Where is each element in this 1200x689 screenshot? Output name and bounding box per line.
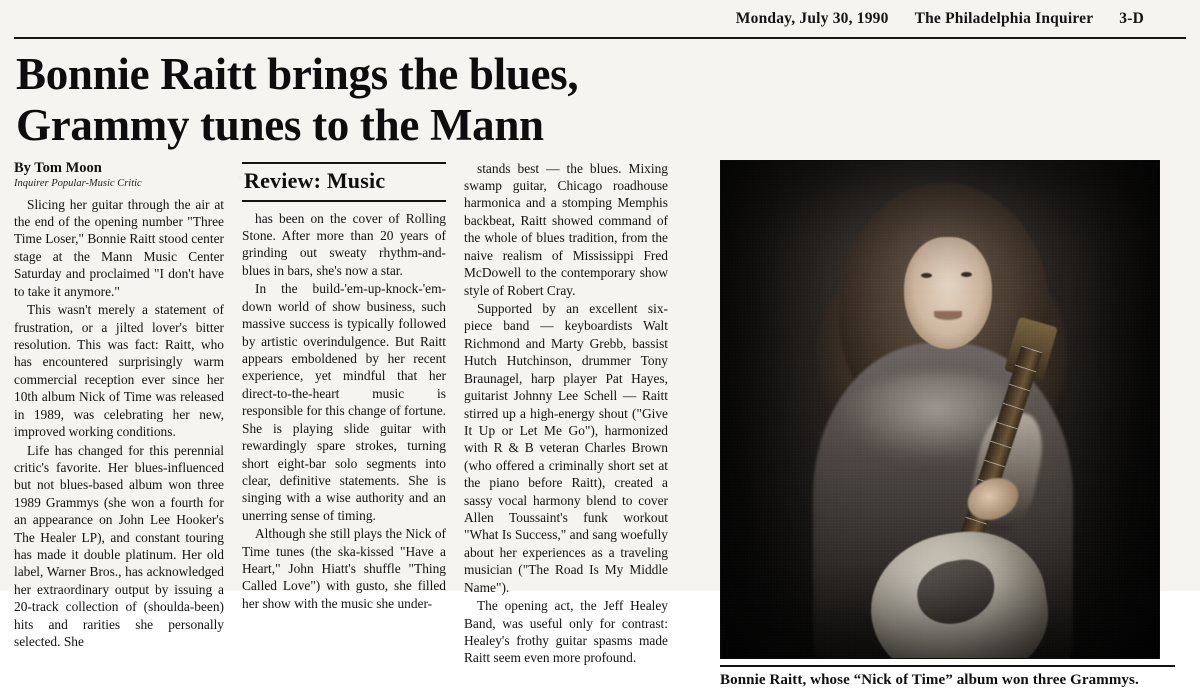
column-1 [14, 160, 236, 689]
paragraph: This wasn't merely a statement of frustration, or a jilted lover's bitter resolution. This was fact: Raitt, who has encountered surprisingly warm commercial reception ever since her 10th album Nick of Time was released in 1989, was celebrating her new, improved working conditions. [14, 302, 224, 440]
paragraph: stands best — the blues. Mixing swamp guitar, Chicago roadhouse harmonica and a stomping Memphis backbeat, Raitt showed command of the whole of blues tradition, from the naive realism of Mississippi Fred McDowell to the contemporary show style of Robert Cray. [464, 160, 668, 298]
byline-author: By Tom Moon [14, 159, 102, 176]
column-2 [236, 160, 458, 689]
masthead [14, 10, 1186, 32]
paragraph: Slicing her guitar through the air at the end of the opening number "Three Time Loser," Bonnie Raitt stood center stage at the Mann Music Center Saturday and proclaimed "I don't have to take it anymore." [14, 196, 224, 299]
paragraph: Life has changed for this perennial critic's favorite. Her blues-influenced but not blues-based album won three 1989 Grammys (she won a fourth for an appearance on John Lee Hooker's The Healer LP), and constant touring has made it double platinum. Her old label, Warner Bros., has acknowledged her extraordinary output by issuing a 20-track collection of (shoulda-been) hits and rarities she personally selected. She [14, 442, 224, 650]
photo-grain [721, 161, 1159, 658]
paragraph: The opening act, the Jeff Healey Band, was useful only for contrast: Healey's frothy guitar spasms made Raitt seem even more profound. [464, 598, 668, 666]
headline-line-2: Grammy tunes to the Mann [16, 100, 544, 151]
review-rule-bottom [242, 200, 446, 202]
text-columns [14, 160, 714, 689]
review-label: Review: Music [244, 167, 386, 193]
paragraph: In the build-'em-up-knock-'em-down world of show business, such massive success is typically followed by artistic overindulgence. But Raitt appears emboldened by her recent experience, yet mindful that her direct-to-the-heart music is responsible for this change of fortune. She is playing slide guitar with rewardingly spare strokes, turning short eight-bar solo segments into clear, definitive statements. She is singing with a wise authority and an unerring sense of timing. [242, 281, 446, 523]
masthead-rule [14, 37, 1186, 39]
paragraph: Supported by an excellent six-piece band — keyboardists Walt Richmond and Marty Grebb, bassist Hutch Hutchinson, drummer Tony Braunagel, harp player Pat Hayes, guitarist Johnny Lee Schell — Raitt stirred up a high-energy shout ("Give It Up or Let Me Go"), harmonized with R & B veteran Charles Brown (who offered a criminally short set at the piano before Raitt), created a sassy vocal harmony blend to cover Allen Toussaint's funk workout "What Is Success," and sang woefully about her experiences as a traveling musician ("The Road Is My Middle Name"). [464, 300, 668, 595]
masthead-page-number: 3-D [1119, 10, 1144, 27]
photo-caption: Bonnie Raitt, whose “Nick of Time” album won three Grammys. [720, 671, 1139, 688]
column-3 [458, 160, 680, 689]
paragraph: Although she still plays the Nick of Time tunes (the ska-kissed "Have a Heart," John Hiatt's shuffle "Thing Called Love") with gusto, she filled her show with the music she under- [242, 526, 446, 611]
photo-block [720, 160, 1175, 689]
bonnie-raitt-with-guitar-photo [720, 160, 1160, 659]
article-body [14, 160, 1186, 689]
masthead-publication: The Philadelphia Inquirer [914, 10, 1094, 27]
page-title [16, 49, 716, 152]
headline-line-1: Bonnie Raitt brings the blues, [16, 49, 579, 99]
review-header [242, 162, 446, 202]
paragraph: has been on the cover of Rolling Stone. After more than 20 years of grinding out sweaty rhythm-and-blues in bars, she's now a star. [242, 210, 446, 278]
byline-role: Inquirer Popular-Music Critic [14, 177, 142, 189]
masthead-date: Monday, July 30, 1990 [735, 10, 889, 27]
